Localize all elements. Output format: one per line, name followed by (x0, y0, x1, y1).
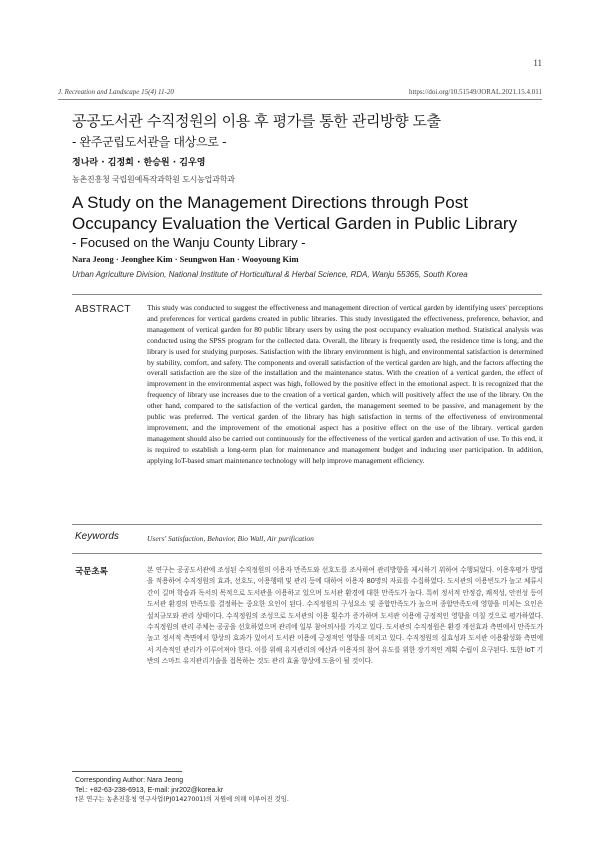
doi-link[interactable]: https://doi.org/10.51549/JORAL.2021.15.4.011 (408, 88, 542, 96)
funding-note: †본 연구는 농촌진흥청 연구사업(PJ01427001)의 지원에 의해 이루어진 것임. (75, 796, 289, 804)
english-subtitle: - Focused on the Wanju County Library - (72, 235, 306, 250)
abstract-top-divider (72, 294, 542, 295)
page-number: 11 (533, 58, 542, 68)
author-contact: Tel.: +82-63-238-6913, E-mail: jnr202@korea.kr (75, 786, 224, 794)
korean-affiliation: 농촌진흥청 국립원예특작과학원 도시농업과학과 (72, 175, 235, 184)
keywords-bottom-divider (72, 553, 542, 554)
abstract-label: ABSTRACT (75, 304, 131, 315)
corresponding-author: Corresponding Author: Nara Jeong (75, 777, 184, 784)
english-affiliation: Urban Agriculture Division, National Institute of Horticultural & Herbal Science, RDA, Wanju 55365, South Korea (72, 270, 468, 279)
korean-subtitle: - 완주군립도서관을 대상으로 - (72, 135, 227, 149)
footnotes (75, 776, 289, 805)
korean-abstract-label: 국문초록 (75, 567, 108, 577)
korean-title: 공공도서관 수직정원의 이용 후 평가를 통한 관리방향 도출 (72, 112, 441, 130)
abstract-text: This study was conducted to suggest the effectiveness and management direction of vertical garden by identifying users' perceptions and preferences for vertical gardens created in public libraries. This study investigated the effectiveness, preference, behavior, and management of vertical garden for 80 public library users by using the post occupancy evaluation method. Statistical analysis was conducted using the SPSS program for the collected data. Overall, the library is frequently used, the residence time is long, and the library is used for studying purposes. Satisfaction with the library environment is high, and environmental satisfaction is determined by stability, comfort, and safety. The components and overall satisfaction of the vertical garden are high, and the factors affecting the overall satisfaction are the size of the installation and the maintenance status. With the creation of a vertical garden, the effect of improvement in the environmental aspect was high, followed by the positive effect in the emotional aspect. It is recognized that the frequency of library use increases due to the creation of a vertical garden, which will positively affect the use of the library. On the other hand, compared to the satisfaction of the vertical garden, the management seemed to be passive, and management by the public was preferred. The vertical garden of the library has high satisfaction in terms of the effectiveness of environmental improvement, and the improvement of the emotional aspect has a positive effect on the use of the library. vertical garden management should also be carried out continuously for the effectiveness of the vertical garden and activation of use. To this end, it is required to establish a long-term plan for maintenance and management budget and inducing user participation. In addition, applying IoT-based smart maintenance technology will help improve management efficiency. (147, 303, 543, 465)
english-authors: Nara Jeong · Jeonghee Kim · Seungwon Han · Wooyoung Kim (72, 254, 299, 264)
keywords-label: Keywords (75, 531, 119, 542)
keywords-text: Users' Satisfaction, Behavior, Bio Wall, Air purification (147, 534, 314, 543)
header-divider (58, 99, 542, 100)
english-title: A Study on the Management Directions through Post Occupancy Evaluation the Vertical Garden in Public Library (72, 193, 518, 233)
keywords-top-divider (72, 524, 542, 525)
footnote-divider (72, 771, 182, 772)
journal-name: J. Recreation and Landscape 15(4) 11-20 (58, 88, 174, 96)
korean-authors: 정나라 · 김정희 · 한승원 · 김우영 (72, 158, 206, 168)
journal-header (58, 88, 542, 96)
korean-abstract-text: 본 연구는 공공도서관에 조성된 수직정원의 이용자 만족도와 선호도를 조사하여 관리방향을 제시하기 위하여 수행되었다. 이용후평가 방법을 적용하여 수직정원의 효과, 선호도, 이용행태 및 관리 등에 대하여 이용자 80명의 자료를 수집하였다. 도서관의 이용빈도가 높고 체류시간이 길며 학습과 독서의 목적으로 도서관을 이용하고 있으며 도서관 환경에 대한 만족도가 높다. 특히 정서적 안정감, 쾌적성, 안전성 등이 도서관 환경의 만족도를 결정하는 중요한 요인이 된다. 수직정원의 구성요소 및 종합만족도가 높으며 종합만족도에 영향을 미치는 요인은 설치규모와 관리 상태이다. 수직정원의 조성으로 도서관의 이용 횟수가 증가하며 도서관 이용에 긍정적인 영향을 미칠 것으로 평가하였다. 수직정원의 관리 주체는 공공을 선호하였으며 관리에 일부 참여의사를 가지고 있다. 도서관의 수직정원은 환경 개선효과 측면에서 만족도가 높고 정서적 측면에서 향상의 효과가 있어서 도서관 이용에 긍정적인 영향을 미치고 있다. 수직정원의 실효성과 도서관 이용활성화 측면에서 지속적인 관리가 이루어져야 한다. 이를 위해 유지관리의 예산과 이용자의 참여 유도를 위한 장기적인 계획 수립이 요구된다. 또한 IoT 기반의 스마트 유지관리기술을 접목하는 것도 관리 효율 향상에 도움이 될 것이다. (147, 566, 543, 666)
